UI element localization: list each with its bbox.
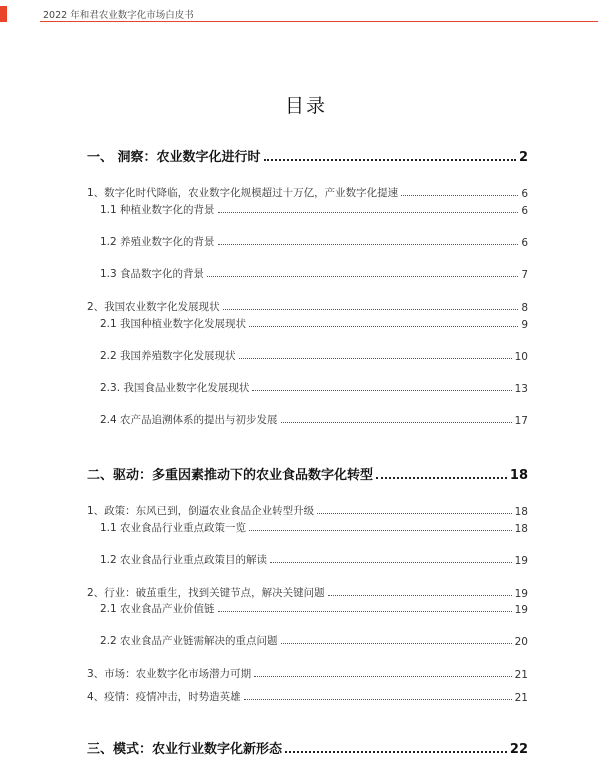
- toc-leader-dots: [244, 698, 512, 700]
- toc-leader-dots: [218, 610, 512, 612]
- toc-entry[interactable]: [100, 234, 528, 249]
- toc-entry-title: 1.1 种植业数字化的背景: [100, 204, 215, 216]
- toc-page-number: 6: [521, 188, 528, 200]
- toc-leader-dots: [270, 561, 512, 563]
- toc-page-number: 19: [514, 588, 528, 600]
- toc-entry-title: 1、数字化时代降临，农业数字化规模超过十万亿，产业数字化提速: [87, 187, 399, 199]
- toc-entry-title: 三、模式：农业行业数字化新形态: [87, 742, 283, 757]
- toc-entry[interactable]: [87, 689, 528, 704]
- toc-page-number: 21: [514, 669, 528, 681]
- toc-entry[interactable]: [100, 520, 528, 535]
- toc-entry-title: 2.4 农产品追溯体系的提出与初步发展: [100, 414, 278, 426]
- toc-entry-title: 2.1 我国种植业数字化发展现状: [100, 318, 247, 330]
- toc-entry-title: 2.2 农业食品产业链需解决的重点问题: [100, 635, 278, 647]
- toc-entry-title: 1.2 养殖业数字化的背景: [100, 236, 215, 248]
- toc-page-number: 19: [514, 604, 528, 616]
- toc-entry-title: 2、我国农业数字化发展现状: [87, 301, 220, 313]
- page-header: [0, 0, 612, 22]
- toc-entry-title: 3、市场：农业数字化市场潜力可期: [87, 668, 252, 680]
- toc-leader-dots: [281, 421, 512, 423]
- toc-entry[interactable]: [87, 503, 528, 518]
- toc-entry[interactable]: [100, 380, 528, 395]
- toc-entry[interactable]: [87, 185, 528, 200]
- toc-leader-dots: [252, 389, 511, 391]
- toc-leader-dots: [264, 158, 516, 161]
- toc-page-number: 18: [514, 506, 528, 518]
- toc-entry[interactable]: [87, 299, 528, 314]
- toc-page-number: 18: [514, 523, 528, 535]
- toc-entry[interactable]: [100, 202, 528, 217]
- toc-entry-title: 二、驱动：多重因素推动下的农业食品数字化转型: [87, 468, 374, 483]
- toc-entry[interactable]: [100, 633, 528, 648]
- toc-leader-dots: [401, 194, 518, 196]
- toc-page-number: 9: [521, 319, 528, 331]
- toc-entry[interactable]: [100, 266, 528, 281]
- toc-entry-title: 2.1 农业食品产业价值链: [100, 603, 215, 615]
- toc-page-number: 17: [514, 415, 528, 427]
- toc-page-number: 18: [509, 468, 528, 483]
- toc-leader-dots: [328, 594, 512, 596]
- toc-entry[interactable]: [100, 552, 528, 567]
- toc-page-number: 8: [521, 302, 528, 314]
- toc-entry-title: 2.3. 我国食品业数字化发展现状: [100, 382, 250, 394]
- toc-leader-dots: [223, 308, 519, 310]
- toc-entry[interactable]: [87, 464, 528, 483]
- toc-leader-dots: [218, 243, 519, 245]
- toc-leader-dots: [285, 750, 507, 753]
- toc-entry-title: 1、政策：东风已到，倒逼农业食品企业转型升级: [87, 505, 315, 517]
- toc-leader-dots: [218, 211, 519, 213]
- toc-leader-dots: [376, 476, 507, 479]
- toc-entry-title: 一、 洞察：农业数字化进行时: [87, 150, 261, 165]
- toc-entry[interactable]: [87, 585, 528, 600]
- toc-entry-title: 4、疫情：疫情冲击，时势造英雄: [87, 691, 241, 703]
- toc-leader-dots: [239, 357, 512, 359]
- toc-page-number: 10: [514, 351, 528, 363]
- toc-entry-title: 1.1 农业食品行业重点政策一览: [100, 522, 247, 534]
- toc-leader-dots: [281, 642, 512, 644]
- toc-leader-dots: [254, 675, 511, 677]
- toc-entry[interactable]: [100, 348, 528, 363]
- toc-entry[interactable]: [100, 601, 528, 616]
- toc-leader-dots: [249, 325, 518, 327]
- toc-page-number: 7: [521, 269, 528, 281]
- toc-leader-dots: [207, 275, 518, 277]
- toc-page-number: 21: [514, 692, 528, 704]
- toc-entry[interactable]: [87, 666, 528, 681]
- header-accent-bar: [0, 6, 7, 22]
- toc-entry[interactable]: [100, 316, 528, 331]
- toc-page-number: 20: [514, 636, 528, 648]
- toc-entry[interactable]: [87, 146, 528, 165]
- toc-entry-title: 1.2 农业食品行业重点政策目的解读: [100, 554, 268, 566]
- toc-page-number: 2: [518, 150, 528, 165]
- page-title: 目录: [284, 95, 327, 117]
- toc-leader-dots: [317, 512, 511, 514]
- toc-page-number: 6: [521, 205, 528, 217]
- toc-entry[interactable]: [87, 738, 528, 757]
- toc-page-number: 13: [514, 383, 528, 395]
- toc-entry-title: 2、行业：破茧重生，找到关键节点，解决关键问题: [87, 587, 325, 599]
- header-divider: [40, 21, 598, 22]
- header-title: 2022 年和君农业数字化市场白皮书: [43, 10, 194, 21]
- toc-leader-dots: [249, 529, 512, 531]
- toc-page-number: 22: [509, 742, 528, 757]
- toc-page-number: 19: [514, 555, 528, 567]
- toc-entry[interactable]: [100, 412, 528, 427]
- toc-page-number: 6: [521, 237, 528, 249]
- toc-entry-title: 2.2 我国养殖数字化发展现状: [100, 350, 236, 362]
- toc-entry-title: 1.3 食品数字化的背景: [100, 268, 205, 280]
